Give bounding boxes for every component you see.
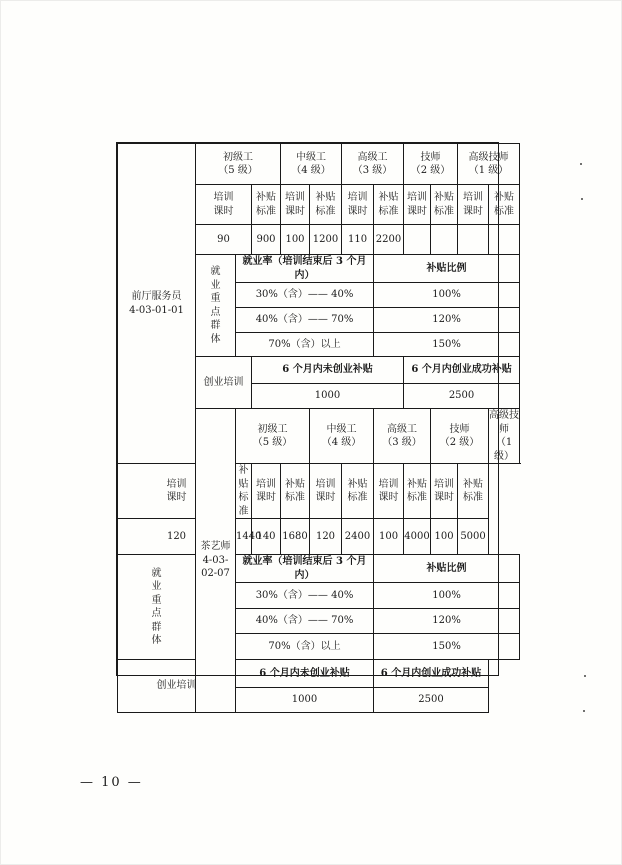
occ2-code: 4-03-02-07 <box>201 554 230 580</box>
occ2-rate: 70%（含）以上 <box>236 634 374 660</box>
occ1-subsidy-hdr-1: 补贴 标准 <box>252 185 281 225</box>
occ2-value: 2400 <box>342 519 374 555</box>
occ1-subsidy-hdr-3: 补贴 标准 <box>374 185 404 225</box>
occ2-employment-category: 就 业 重 点 群 体 <box>118 555 196 660</box>
level-name: 初级工 <box>223 151 253 163</box>
occ2-rate: 40%（含）—— 70% <box>236 609 374 634</box>
occ1-value <box>404 225 431 255</box>
occ1-value: 1200 <box>310 225 342 255</box>
occ2-level-2 <box>310 409 374 464</box>
level-name: 高级工 <box>387 423 418 435</box>
occ2-rate-header: 就业率（培训结束后 3 个月内） <box>236 555 374 583</box>
level-grade: （5 级） <box>218 165 258 176</box>
occ1-value: 90 <box>196 225 252 255</box>
occ1-level-1 <box>196 144 281 185</box>
occ1-rate: 70%（含）以上 <box>236 333 374 357</box>
occ2-level-4 <box>431 409 489 464</box>
level-name: 中级工 <box>296 151 326 163</box>
occ1-hours-hdr-5: 培训 课时 <box>458 185 489 225</box>
occ2-value: 4000 <box>404 519 431 555</box>
occ2-values-row <box>118 519 520 555</box>
occ2-subsidy-hdr-5: 补贴 标准 <box>458 464 489 519</box>
level-grade: （2 级） <box>439 437 480 448</box>
occ2-value: 1440 <box>236 519 252 555</box>
occ1-subsidy-hdr-2: 补贴 标准 <box>310 185 342 225</box>
occ1-startup-col1-header: 6 个月内未创业补贴 <box>252 357 404 384</box>
occ1-level-5 <box>458 144 520 185</box>
occ1-name-cell <box>118 144 196 464</box>
level-grade: （5 级） <box>252 437 293 448</box>
subsidy-table <box>116 142 520 706</box>
occ2-employment-header-row <box>118 555 520 583</box>
level-grade: （4 级） <box>291 165 331 176</box>
occ1-level-3 <box>342 144 404 185</box>
occ2-rate: 30%（含）—— 40% <box>236 583 374 609</box>
occ1-hours-hdr-4: 培训 课时 <box>404 185 431 225</box>
occ1-level-2 <box>281 144 342 185</box>
occ2-startup-col2-header: 6 个月内创业成功补贴 <box>374 660 489 688</box>
scan-speck <box>584 675 586 677</box>
scan-speck <box>583 710 585 712</box>
occ1-ratio: 100% <box>374 283 520 308</box>
occ1-level-4 <box>404 144 458 185</box>
occ1-startup-col2-header: 6 个月内创业成功补贴 <box>404 357 520 384</box>
occ1-hours-hdr-3: 培训 课时 <box>342 185 374 225</box>
occ2-value: 1680 <box>281 519 310 555</box>
occ1-subsidy-hdr-5: 补贴 标准 <box>489 185 520 225</box>
occ1-name: 前厅服务员 <box>131 291 182 302</box>
occ1-value: 100 <box>281 225 310 255</box>
level-name: 初级工 <box>257 423 288 435</box>
occ1-startup-col1-value: 1000 <box>252 384 404 409</box>
occ1-value: 110 <box>342 225 374 255</box>
occ2-header-row <box>118 464 520 519</box>
occ2-startup-col1-value: 1000 <box>236 688 374 713</box>
level-grade: （3 级） <box>382 437 422 448</box>
occ2-value: 5000 <box>458 519 489 555</box>
occ2-subsidy-hdr-4: 补贴 标准 <box>404 464 431 519</box>
level-grade: （3 级） <box>352 165 393 176</box>
occ2-value: 120 <box>118 519 236 555</box>
occ1-hours-hdr-1: 培训 课时 <box>196 185 252 225</box>
occ2-level-1 <box>236 409 310 464</box>
occ1-value <box>431 225 458 255</box>
level-name: 技师 <box>449 423 470 435</box>
subsidy-table-grid <box>117 143 520 713</box>
occ1-ratio-header: 补贴比例 <box>374 255 520 283</box>
occ1-rate-header: 就业率（培训结束后 3 个月内） <box>236 255 374 283</box>
occ1-level-row <box>118 144 520 185</box>
level-name: 高级工 <box>357 151 388 163</box>
level-grade: （1 级） <box>468 165 509 176</box>
level-grade: （4 级） <box>321 437 362 448</box>
occ2-level-3 <box>374 409 431 464</box>
occ1-subsidy-hdr-4: 补贴 标准 <box>431 185 458 225</box>
occ2-ratio-header: 补贴比例 <box>374 555 520 583</box>
page-number: — 10 — <box>80 775 143 790</box>
occ1-value: 2200 <box>374 225 404 255</box>
occ2-value: 140 <box>252 519 281 555</box>
occ1-startup-col2-value: 2500 <box>404 384 520 409</box>
occ2-startup-col2-value: 2500 <box>374 688 489 713</box>
occ2-hours-hdr-1: 培训 课时 <box>118 464 236 519</box>
occ2-name: 茶艺师 <box>200 541 231 553</box>
occ1-code: 4-03-01-01 <box>129 304 184 316</box>
occ2-startup-col1-header: 6 个月内未创业补贴 <box>236 660 374 688</box>
occ1-value: 900 <box>252 225 281 255</box>
occ1-hours-hdr-2: 培训 课时 <box>281 185 310 225</box>
occ1-employment-category: 就 业 重 点 群 体 <box>196 255 236 357</box>
level-name: 高级技师 <box>468 151 509 163</box>
occ2-ratio: 100% <box>374 583 520 609</box>
occ2-ratio: 150% <box>374 634 520 660</box>
occ2-hours-hdr-5: 培训 课时 <box>431 464 458 519</box>
occ2-subsidy-hdr-3: 补贴 标准 <box>342 464 374 519</box>
level-grade: （1 级） <box>494 437 515 462</box>
occ2-level-5 <box>489 409 520 464</box>
occ2-ratio: 120% <box>374 609 520 634</box>
level-name: 技师 <box>420 151 441 163</box>
occ2-value: 100 <box>374 519 404 555</box>
occ2-value: 100 <box>431 519 458 555</box>
occ1-ratio: 150% <box>374 333 520 357</box>
occ2-subsidy-hdr-1: 补贴 标准 <box>236 464 252 519</box>
scan-speck <box>580 163 582 165</box>
occ1-rate: 30%（含）—— 40% <box>236 283 374 308</box>
scan-speck <box>581 198 583 200</box>
level-name: 中级工 <box>326 423 357 435</box>
occ2-hours-hdr-2: 培训 课时 <box>252 464 281 519</box>
occ2-subsidy-hdr-2: 补贴 标准 <box>281 464 310 519</box>
level-name: 高级技师 <box>489 410 520 435</box>
occ2-value: 120 <box>310 519 342 555</box>
occ2-hours-hdr-4: 培训 课时 <box>374 464 404 519</box>
occ1-startup-category: 创业培训 <box>196 357 252 409</box>
occ2-startup-header-row <box>118 660 520 688</box>
occ2-hours-hdr-3: 培训 课时 <box>310 464 342 519</box>
occ1-rate: 40%（含）—— 70% <box>236 308 374 333</box>
occ1-value <box>489 225 520 255</box>
occ1-value <box>458 225 489 255</box>
occ2-startup-category: 创业培训 <box>118 660 236 713</box>
level-grade: （2 级） <box>410 165 451 176</box>
occ1-ratio: 120% <box>374 308 520 333</box>
